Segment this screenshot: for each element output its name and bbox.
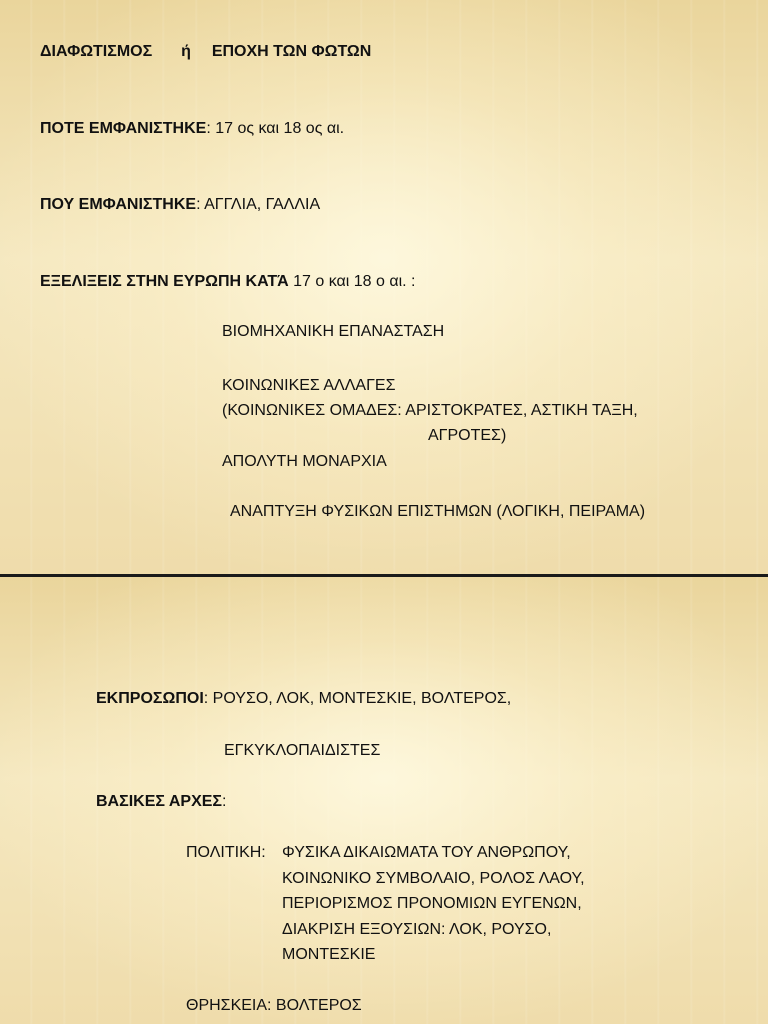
where-label: ΠΟΥ ΕΜΦΑΝΙΣΤΗΚΕ <box>40 196 197 213</box>
development-item: ΑΓΡΟΤΕΣ) <box>428 427 507 444</box>
representatives-row <box>96 689 511 709</box>
development-item: ΒΙΟΜΗΧΑΝΙΚΗ ΕΠΑΝΑΣΤΑΣΗ <box>222 323 445 340</box>
politics-line: ΠΕΡΙΟΡΙΣΜΟΣ ΠΡΟΝΟΜΙΩΝ ΕΥΓΕΝΩΝ, <box>282 895 582 912</box>
development-item: ΑΝΑΠΤΥΞΗ ΦΥΣΙΚΩΝ ΕΠΙΣΤΗΜΩΝ (ΛΟΓΙΚΗ, ΠΕΙΡΑΜΑ) <box>230 503 646 520</box>
politics-line: ΔΙΑΚΡΙΣΗ ΕΞΟΥΣΙΩΝ: ΛΟΚ, ΡΟΥΣΟ, <box>282 921 552 938</box>
representatives-label: ΕΚΠΡΟΣΩΠΟΙ <box>96 690 204 707</box>
development-item: (ΚΟΙΝΩΝΙΚΕΣ ΟΜΑΔΕΣ: ΑΡΙΣΤΟΚΡΑΤΕΣ, ΑΣΤΙΚΗ ΤΑΞΗ, <box>222 402 638 419</box>
title-conj: ή <box>181 43 191 60</box>
representatives-value: : ΡΟΥΣΟ, ΛΟΚ, ΜΟΝΤΕΣΚΙΕ, ΒΟΛΤΕΡΟΣ, <box>203 690 512 707</box>
developments-row <box>40 272 415 292</box>
title-part2: ΕΠΟΧΗ ΤΩΝ ΦΩΤΩΝ <box>211 43 372 60</box>
title-part1: ΔΙΑΦΩΤΙΣΜΟΣ <box>40 43 153 60</box>
developments-value: 17 ο και 18 ο αι. : <box>288 273 416 290</box>
when-row <box>40 119 344 139</box>
politics-line: ΦΥΣΙΚΑ ΔΙΚΑΙΩΜΑΤΑ ΤΟΥ ΑΝΘΡΩΠΟΥ, <box>282 844 571 861</box>
politics-line: ΚΟΙΝΩΝΙΚΟ ΣΥΜΒΟΛΑΙΟ, ΡΟΛΟΣ ΛΑΟΥ, <box>282 870 585 887</box>
politics-label: ΠΟΛΙΤΙΚΗ: <box>186 844 266 861</box>
slide-2 <box>0 577 768 1024</box>
principles-row <box>96 792 226 812</box>
slide-title <box>40 42 371 62</box>
development-item: ΑΠΟΛΥΤΗ ΜΟΝΑΡΧΙΑ <box>222 453 387 470</box>
when-label: ΠΟΤΕ ΕΜΦΑΝΙΣΤΗΚΕ <box>40 120 207 137</box>
where-row <box>40 195 320 215</box>
principles-label: ΒΑΣΙΚΕΣ ΑΡΧΕΣ <box>96 793 223 810</box>
when-value: : 17 ος και 18 ος αι. <box>206 120 345 137</box>
principles-colon: : <box>222 793 227 810</box>
development-item: ΚΟΙΝΩΝΙΚΕΣ ΑΛΛΑΓΕΣ <box>222 377 396 394</box>
where-value: : ΑΓΓΛΙΑ, ΓΑΛΛΙΑ <box>196 196 321 213</box>
religion-row: ΘΡΗΣΚΕΙΑ: ΒΟΛΤΕΡΟΣ <box>186 997 362 1014</box>
politics-line: ΜΟΝΤΕΣΚΙΕ <box>282 946 376 963</box>
developments-label: ΕΞΕΛΙΞΕΙΣ ΣΤΗΝ ΕΥΡΩΠΗ ΚΑΤΆ <box>40 273 289 290</box>
representatives-continuation: ΕΓΚΥΚΛΟΠΑΙΔΙΣΤΕΣ <box>224 742 381 759</box>
